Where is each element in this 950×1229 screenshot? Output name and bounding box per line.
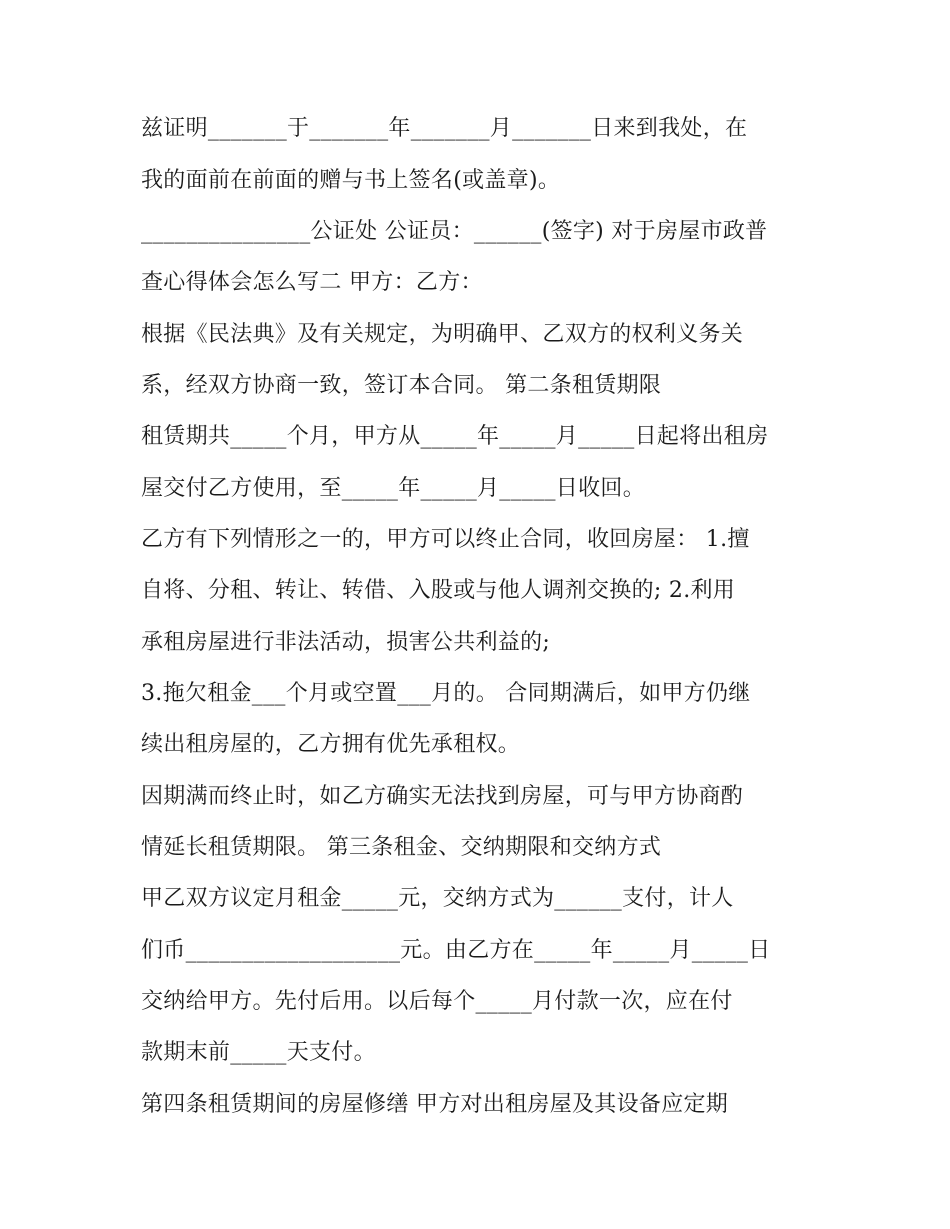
text-line: 租赁期共_____个月，甲方从_____年_____月_____日起将出租房	[141, 424, 769, 449]
text-line: 3.拖欠租金___个月或空置___月的。 合同期满后，如甲方仍继	[141, 681, 751, 706]
text-line: 款期末前_____天支付。	[141, 1040, 376, 1065]
text-line: 根据《民法典》及有关规定，为明确甲、乙双方的权利义务关	[141, 322, 744, 347]
text-line: 系，经双方协商一致，签订本合同。 第二条租赁期限	[141, 373, 662, 398]
text-line: 们币___________________元。由乙方在_____年_____月_____日	[141, 938, 771, 963]
text-line: 兹证明_______于_______年_______月_______日来到我处，在	[141, 116, 748, 141]
text-line: 第四条租赁期间的房屋修缮 甲方对出租房屋及其设备应定期	[141, 1092, 729, 1117]
text-line: _______________公证处 公证员：______(签字) 对于房屋市政普	[141, 219, 768, 244]
text-line: 交纳给甲方。先付后用。以后每个_____月付款一次，应在付	[141, 989, 733, 1014]
text-line: 乙方有下列情形之一的，甲方可以终止合同，收回房屋： 1.擅	[141, 527, 750, 552]
text-line: 因期满而终止时，如乙方确实无法找到房屋，可与甲方协商酌	[141, 784, 744, 809]
text-line: 屋交付乙方使用，至_____年_____月_____日收回。	[141, 476, 646, 501]
text-line: 我的面前在前面的赠与书上签名(或盖章)。	[141, 168, 561, 193]
text-line: 查心得体会怎么写二 甲方：乙方：	[141, 270, 483, 295]
text-line: 自将、分租、转让、转借、入股或与他人调剂交换的; 2.利用	[141, 578, 736, 603]
text-line: 情延长租赁期限。 第三条租金、交纳期限和交纳方式	[141, 835, 662, 860]
text-line: 甲乙双方议定月租金_____元，交纳方式为______支付，计人	[141, 886, 734, 911]
text-line: 续出租房屋的，乙方拥有优先承租权。	[141, 732, 521, 757]
text-line: 承租房屋进行非法活动，损害公共利益的;	[141, 630, 551, 655]
